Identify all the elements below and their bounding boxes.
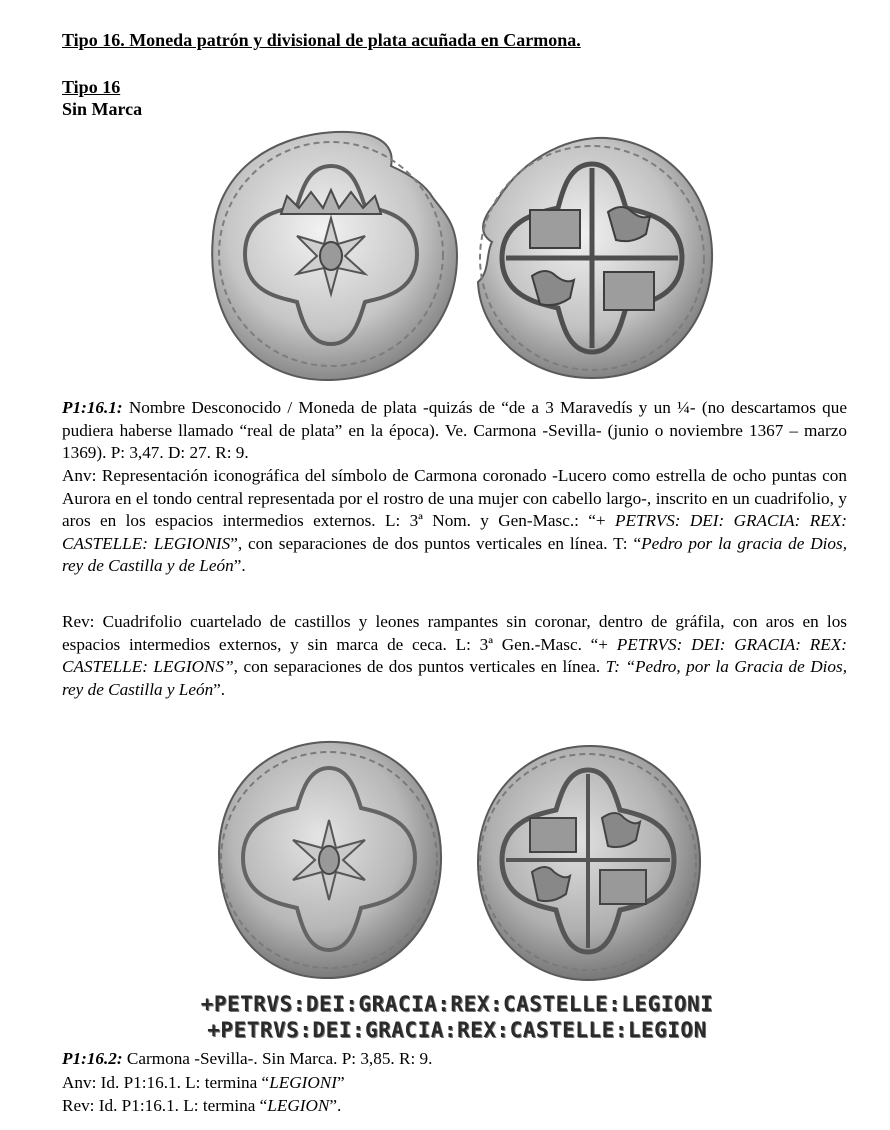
- entry-1-obverse-text-3: ”.: [233, 556, 246, 575]
- coin-1-obverse-image: [195, 126, 467, 388]
- entry-1-reverse-text: Rev: Cuadrifolio cuartelado de castillos y leones rampantes sin coronar, dentro de gráfila, con aros en los espacios intermedios externos, y sin marca de ceca. L: 3ª Gen.-Masc. “+: [62, 612, 847, 654]
- entry-1-description: [62, 397, 847, 465]
- entry-2-id: P1:16.2:: [62, 1049, 123, 1068]
- entry-2-reverse-end: LEGION: [267, 1096, 330, 1115]
- entry-2-obverse-end: LEGIONI: [269, 1073, 337, 1092]
- entry-1-reverse: [62, 611, 847, 701]
- entry-1-reverse-legend: PETRVS: DEI: GRACIA: REX: CASTELLE: LEGIONS”: [62, 634, 847, 676]
- entry-1-reverse-text-2: , con separaciones de dos puntos verticales en línea.: [233, 657, 606, 676]
- entry-2-text: Carmona -Sevilla-. Sin Marca. P: 3,85. R: 9.: [122, 1049, 433, 1068]
- entry-1-id: P1:16.1:: [62, 398, 123, 417]
- entry-2-reverse-prefix: Rev: Id. P1:16.1. L: termina “: [62, 1096, 268, 1115]
- coin-2-legend-line-2: +PETRVS:DEI:GRACIA:REX:CASTELLE:LEGION: [207, 1018, 707, 1042]
- entry-1-obverse-text: Anv: Representación iconográfica del símbolo de Carmona coronado -Lucero como estrella de ocho puntas con Aurora en el tondo central representada por el rostro de una mujer con cabello largo-, inscrito en un cuadrifolio, y aros en los espacios intermedios externos. L: 3ª Nom. y Gen-Masc.: “+: [62, 466, 847, 530]
- entry-2-description: [62, 1048, 432, 1070]
- entry-2-reverse-close: ”.: [329, 1096, 342, 1115]
- coin-2-reverse-image: [464, 736, 712, 988]
- coin-1-reverse-image: [466, 132, 718, 384]
- entry-2-obverse: [62, 1072, 345, 1094]
- entry-2-obverse-close: ”: [336, 1073, 345, 1092]
- entry-1-obverse-translation: Pedro por la gracia de Dios, rey de Castilla y de León: [62, 533, 848, 575]
- type-heading: Tipo 16: [62, 77, 121, 97]
- entry-1-obverse: [62, 465, 847, 578]
- entry-1-obverse-text-2: ”, con separaciones de dos puntos verticales en línea. T: “: [230, 533, 642, 553]
- entry-1-obverse-legend: PETRVS: DEI: GRACIA: REX: CASTELLE: LEGIONIS: [62, 511, 847, 553]
- coin-2-legend-line-1: +PETRVS:DEI:GRACIA:REX:CASTELLE:LEGIONI: [200, 992, 714, 1016]
- mark-heading: Sin Marca: [62, 99, 143, 119]
- page-title: Tipo 16. Moneda patrón y divisional de plata acuñada en Carmona.: [62, 30, 581, 50]
- entry-2-reverse: [62, 1095, 341, 1117]
- entry-1-text: Nombre Desconocido / Moneda de plata -quizás de “de a 3 Maravedís y un ¼- (no descartamos que pudiera haberse llamado “real de plata” en la época). Ve. Carmona -Sevilla- (junio o noviembre 1367 – marzo 1369). P: 3,47. D: 27. R: 9.: [62, 398, 847, 462]
- entry-1-reverse-translation: T: “Pedro, por la Gracia de Dios, rey de Castilla y León: [62, 657, 847, 699]
- coin-2-obverse-image: [205, 734, 453, 986]
- entry-1-reverse-text-3: ”.: [213, 679, 226, 699]
- entry-2-obverse-prefix: Anv: Id. P1:16.1. L: termina “: [62, 1073, 270, 1092]
